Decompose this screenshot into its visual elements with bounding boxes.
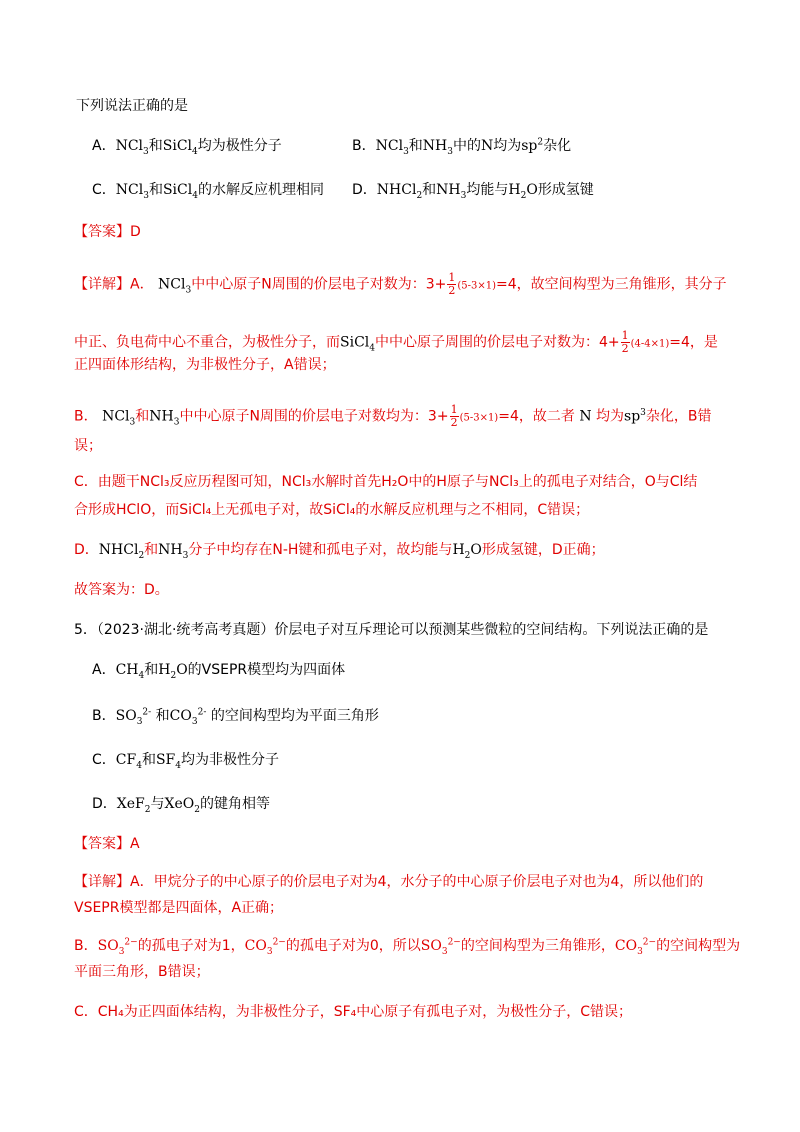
q4-explain-a-line2: 中正、负电荷中心不重合，为极性分子，而SiCl$_4$中中心原子周围的价层电子对数为：4+ $\frac{1}{2}$ (4-4×1)=4，是: [74, 329, 718, 355]
q5-explain-c: C．CH₄为正四面体结构，为非极性分子，SF₄中心原子有孤电子对，为极性分子，C错误；: [74, 1004, 633, 1020]
q4-answer: 【答案】D: [74, 224, 141, 240]
q5-explain-a-line2: VSEPR模型都是四面体，A正确；: [74, 900, 284, 916]
q5-explain-a-line1: 【详解】A．甲烷分子的中心原子的价层电子对为4，水分子的中心原子价层电子对也为4，所以他们的: [74, 874, 704, 890]
q5-explain-b-line1: B．$SO_3^{2-}$的孤电子对为1，$CO_3^{2-}$的孤电子对为0，所以$SO_3^{2-}$的空间构型为三角锥形，$CO_3^{2-}$的空间构型为: [74, 937, 741, 957]
fraction: $\frac{1}{2}$: [621, 329, 629, 355]
q5-option-c[interactable]: C．$CF_4$和$SF_4$均为非极性分子: [92, 752, 279, 771]
q4-option-d[interactable]: D．NHCl$_2$和$NH_3$均能与$H_2O$形成氢键: [352, 182, 594, 201]
q4-option-b[interactable]: B．NCl$_3$和$NH_3$中的N均为$sp^2$杂化: [352, 137, 572, 157]
fraction: $\frac{1}{2}$: [448, 271, 456, 297]
q4-stem: 下列说法正确的是: [76, 98, 188, 114]
q4-explain-a-line3: 正四面体形结构，为非极性分子，A错误；: [74, 357, 336, 373]
q4-explain-c-line1: C．由题干NCl₃反应历程图可知，NCl₃水解时首先H₂O中的H原子与NCl₃上的孤电子对结合，O与Cl结: [74, 474, 698, 490]
q5-answer: 【答案】A: [74, 836, 140, 852]
q4-explain-b-line2: 误；: [74, 438, 102, 454]
q4-option-c[interactable]: C．NCl$_3$和SiCl$_4$的水解反应机理相同: [92, 182, 324, 201]
q4-explain-conclusion: 故答案为：D。: [74, 582, 169, 598]
fraction: $\frac{1}{2}$: [450, 403, 458, 429]
q5-stem: 5．（2023·湖北·统考高考真题）价层电子对互斥理论可以预测某些微粒的空间结构。下列说法正确的是: [74, 622, 709, 638]
q4-explain-c-line2: 合形成HClO，而SiCl₄上无孤电子对，故SiCl₄的水解反应机理与之不相同，C错误；: [74, 502, 590, 518]
q4-explain-a-line1: 【详解】A． NCl$_3$中中心原子N周围的价层电子对数为：3+ $\frac{1}{2}$ (5-3×1)=4，故空间构型为三角锥形，其分子: [74, 271, 727, 297]
q4-option-a[interactable]: A．NCl$_3$和SiCl$_4$均为极性分子: [92, 138, 282, 157]
q5-explain-b-line2: 平面三角形，B错误；: [74, 964, 210, 980]
q4-explain-b-line1: B． NCl$_3$和$NH_3$中中心原子N周围的价层电子对数均为：3+ $\frac{1}{2}$ (5-3×1)=4，故二者 N 均为$sp^3$杂化，B错: [74, 403, 712, 429]
q4-explain-d: D．NHCl$_2$和$NH_3$分子中均存在N-H键和孤电子对，故均能与$H_2O$形成氢键，D正确；: [74, 542, 605, 561]
q5-option-a[interactable]: A．$CH_4$和$H_2O$的VSEPR模型均为四面体: [92, 662, 346, 681]
q5-option-d[interactable]: D．XeF$_2$与XeO$_2$的键角相等: [92, 796, 270, 815]
q5-option-b[interactable]: B．$SO_3^{2-}$ 和$CO_3^{2-}$ 的空间构型均为平面三角形: [92, 707, 379, 727]
